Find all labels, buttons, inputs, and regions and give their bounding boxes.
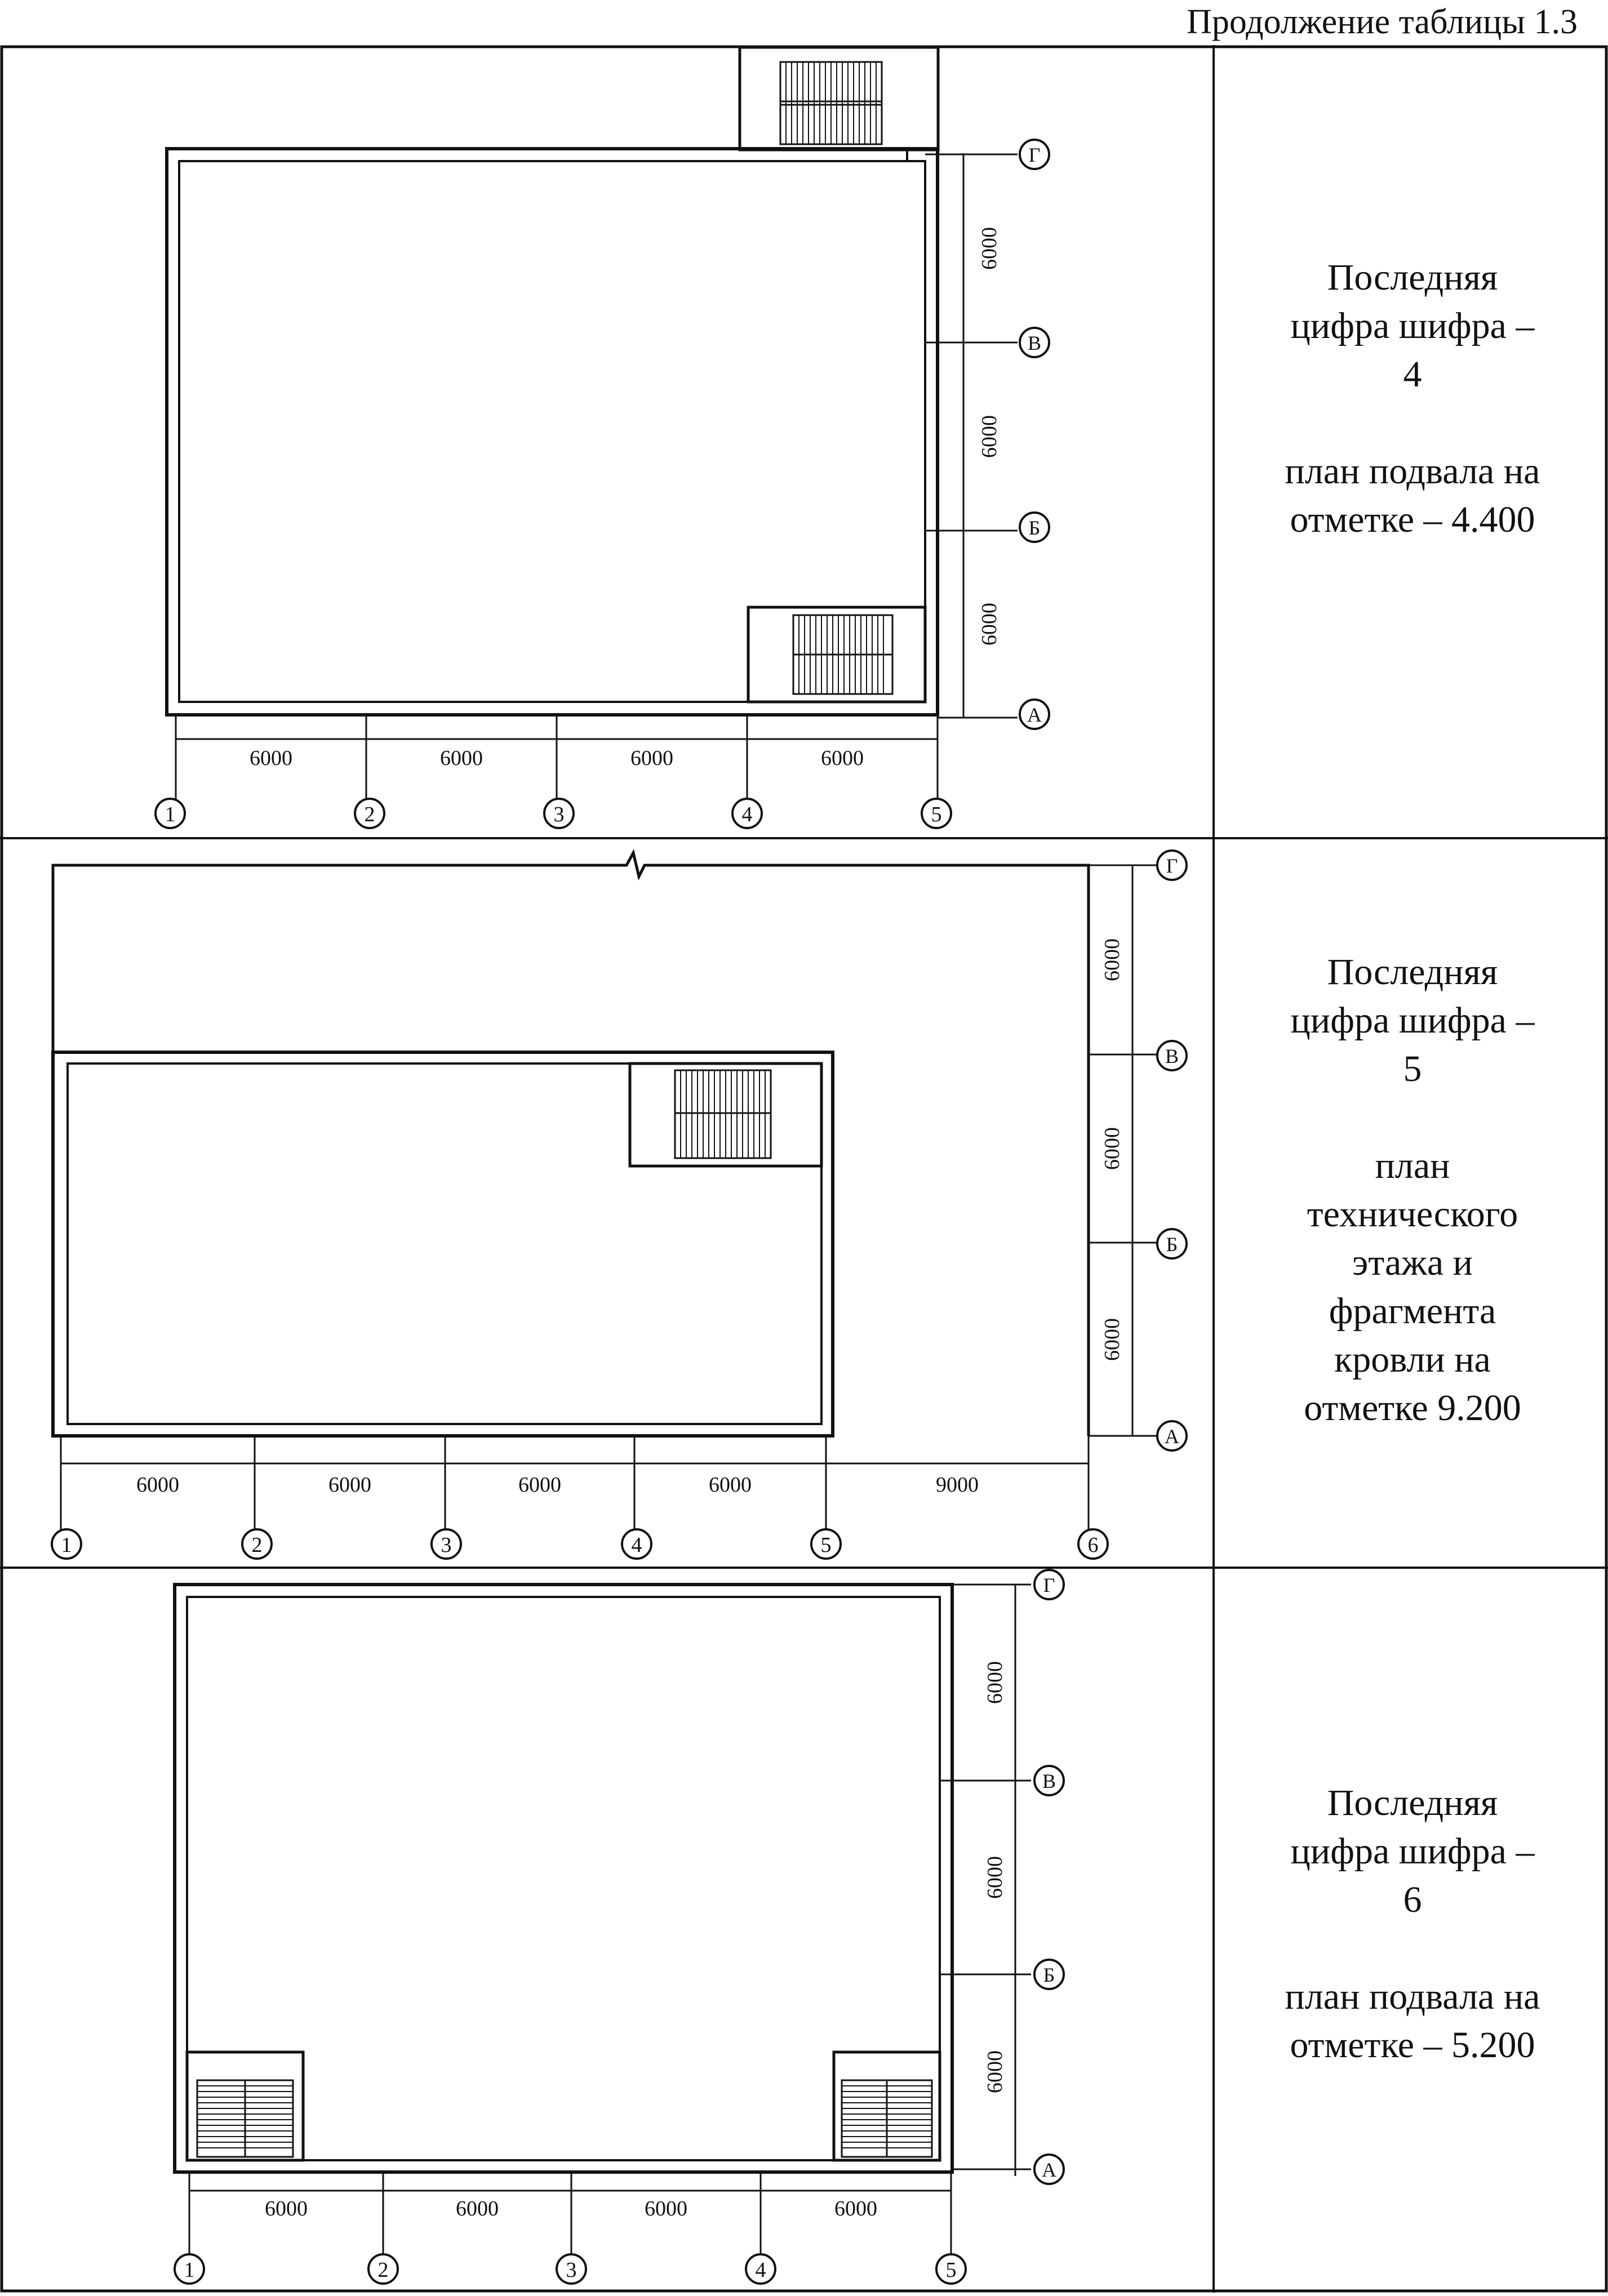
axis-marker [1034, 2155, 1064, 2184]
column-marker [175, 2254, 204, 2284]
desc-line: фрагмента [1329, 1291, 1496, 1332]
column-marker [368, 2254, 398, 2284]
axis-marker [1020, 140, 1049, 169]
table-row-variant-4 [0, 45, 1608, 838]
vertical-span-label: 6000 [983, 1856, 1007, 1899]
svg-text:В: В [1042, 1770, 1056, 1792]
span-label: 6000 [456, 2197, 499, 2221]
column-marker [156, 799, 185, 828]
desc-line: этажа и [1352, 1242, 1473, 1283]
desc-line: цифра шифра – [1290, 305, 1535, 346]
svg-text:В: В [1165, 1045, 1179, 1067]
column-marker [622, 1529, 651, 1559]
svg-text:3: 3 [441, 1533, 452, 1557]
desc-line: кровли на [1334, 1339, 1491, 1380]
basement-plan-5200 [0, 1568, 1214, 2293]
technical-floor-plan-9200 [0, 838, 1214, 1568]
stair-outside-top [740, 47, 938, 150]
desc-line: Последняя [1327, 257, 1498, 298]
span-label: 6000 [630, 746, 673, 770]
span-label: 6000 [834, 2197, 877, 2221]
svg-text:1: 1 [184, 2258, 195, 2282]
svg-text:4: 4 [755, 2258, 766, 2282]
column-marker [732, 799, 762, 828]
column-marker [242, 1529, 272, 1559]
svg-text:3: 3 [566, 2258, 577, 2282]
svg-text:Г: Г [1043, 1574, 1055, 1596]
vertical-span-label: 6000 [983, 2050, 1007, 2093]
column-marker [355, 799, 384, 828]
basement-plan-4400 [0, 45, 1214, 838]
column-marker [544, 799, 574, 828]
desc-line: цифра шифра – [1290, 1000, 1535, 1041]
svg-text:5: 5 [931, 803, 942, 826]
variants-table [0, 45, 1608, 2293]
svg-text:А: А [1027, 704, 1042, 726]
stair-right [834, 2052, 940, 2160]
vertical-span-label: 6000 [978, 415, 1001, 458]
svg-text:1: 1 [61, 1533, 72, 1557]
column-marker [557, 2254, 586, 2284]
vertical-span-label: 6000 [983, 1661, 1007, 1704]
svg-text:2: 2 [251, 1533, 263, 1557]
desc-line: отметке 9.200 [1304, 1387, 1521, 1429]
span-label: 6000 [645, 2197, 687, 2221]
desc-line: цифра шифра – [1290, 1831, 1535, 1872]
axis-marker [1034, 1570, 1064, 1599]
svg-text:А: А [1165, 1425, 1179, 1448]
desc-line: 5 [1403, 1048, 1422, 1089]
span-label: 6000 [136, 1473, 179, 1497]
building-outline [53, 1052, 833, 1436]
span-label: 9000 [936, 1473, 979, 1497]
building-outline [175, 1585, 952, 2172]
axis-marker [1157, 1229, 1187, 1258]
svg-text:В: В [1027, 332, 1042, 354]
svg-text:5: 5 [945, 2258, 957, 2282]
horizontal-dimension [61, 1436, 1089, 1531]
span-label: 6000 [265, 2197, 308, 2221]
desc-line: отметке – 4.400 [1290, 499, 1535, 540]
desc-line: план подвала на [1285, 451, 1540, 492]
table-row-variant-5 [0, 838, 1608, 1568]
stair-left [187, 2052, 303, 2160]
stair-inside [630, 1064, 821, 1166]
axis-marker [1020, 328, 1049, 357]
variant-description [1217, 45, 1608, 838]
vertical-span-label: 6000 [1100, 1318, 1124, 1361]
axis-marker [1034, 1766, 1064, 1795]
vertical-span-label: 6000 [978, 603, 1001, 646]
span-label: 6000 [518, 1473, 561, 1497]
table-caption: Продолжение таблицы 1.3 [1187, 3, 1578, 41]
axis-marker [1020, 700, 1049, 729]
span-label: 6000 [440, 746, 483, 770]
vertical-span-label: 6000 [978, 227, 1001, 270]
desc-line: 6 [1403, 1879, 1422, 1920]
column-marker [936, 2254, 966, 2284]
desc-line: Последняя [1327, 1782, 1498, 1823]
desc-line: отметке – 5.200 [1290, 2024, 1535, 2066]
svg-text:Б: Б [1028, 517, 1041, 539]
vertical-span-label: 6000 [1100, 938, 1124, 981]
variant-description [1217, 838, 1608, 1568]
column-marker [746, 2254, 775, 2284]
svg-text:Г: Г [1028, 144, 1041, 166]
column-marker [52, 1529, 81, 1559]
svg-text:5: 5 [820, 1533, 832, 1557]
axis-marker [1034, 1960, 1064, 1989]
axis-marker [1020, 513, 1049, 542]
column-marker [811, 1529, 841, 1559]
variant-description [1217, 1568, 1608, 2293]
desc-line: Последняя [1327, 951, 1498, 993]
svg-text:2: 2 [377, 2258, 389, 2282]
axis-marker [1157, 1041, 1187, 1070]
desc-line: план подвала на [1285, 1976, 1540, 2017]
svg-text:2: 2 [364, 803, 375, 826]
stair-inside [748, 607, 925, 702]
span-label: 6000 [709, 1473, 752, 1497]
svg-text:Б: Б [1043, 1964, 1055, 1986]
column-marker [922, 799, 951, 828]
svg-text:Г: Г [1166, 855, 1178, 877]
svg-text:4: 4 [741, 803, 753, 826]
vertical-dimension [1089, 865, 1161, 1436]
svg-text:3: 3 [553, 803, 565, 826]
column-marker [432, 1529, 461, 1559]
span-label: 6000 [250, 746, 292, 770]
svg-text:Б: Б [1166, 1233, 1178, 1256]
span-label: 6000 [821, 746, 864, 770]
axis-marker [1157, 1421, 1187, 1450]
roof-fragment-outline [53, 853, 1089, 1436]
svg-text:А: А [1042, 2159, 1056, 2181]
column-marker [1078, 1529, 1108, 1559]
desc-line: технического [1307, 1194, 1518, 1235]
vertical-span-label: 6000 [1100, 1127, 1124, 1170]
svg-text:6: 6 [1087, 1533, 1099, 1557]
axis-marker [1157, 851, 1187, 880]
desc-line: 4 [1403, 354, 1422, 395]
svg-text:4: 4 [631, 1533, 642, 1557]
table-row-variant-6 [0, 1568, 1608, 2293]
svg-text:1: 1 [165, 803, 176, 826]
desc-line: план [1375, 1145, 1450, 1186]
span-label: 6000 [328, 1473, 371, 1497]
